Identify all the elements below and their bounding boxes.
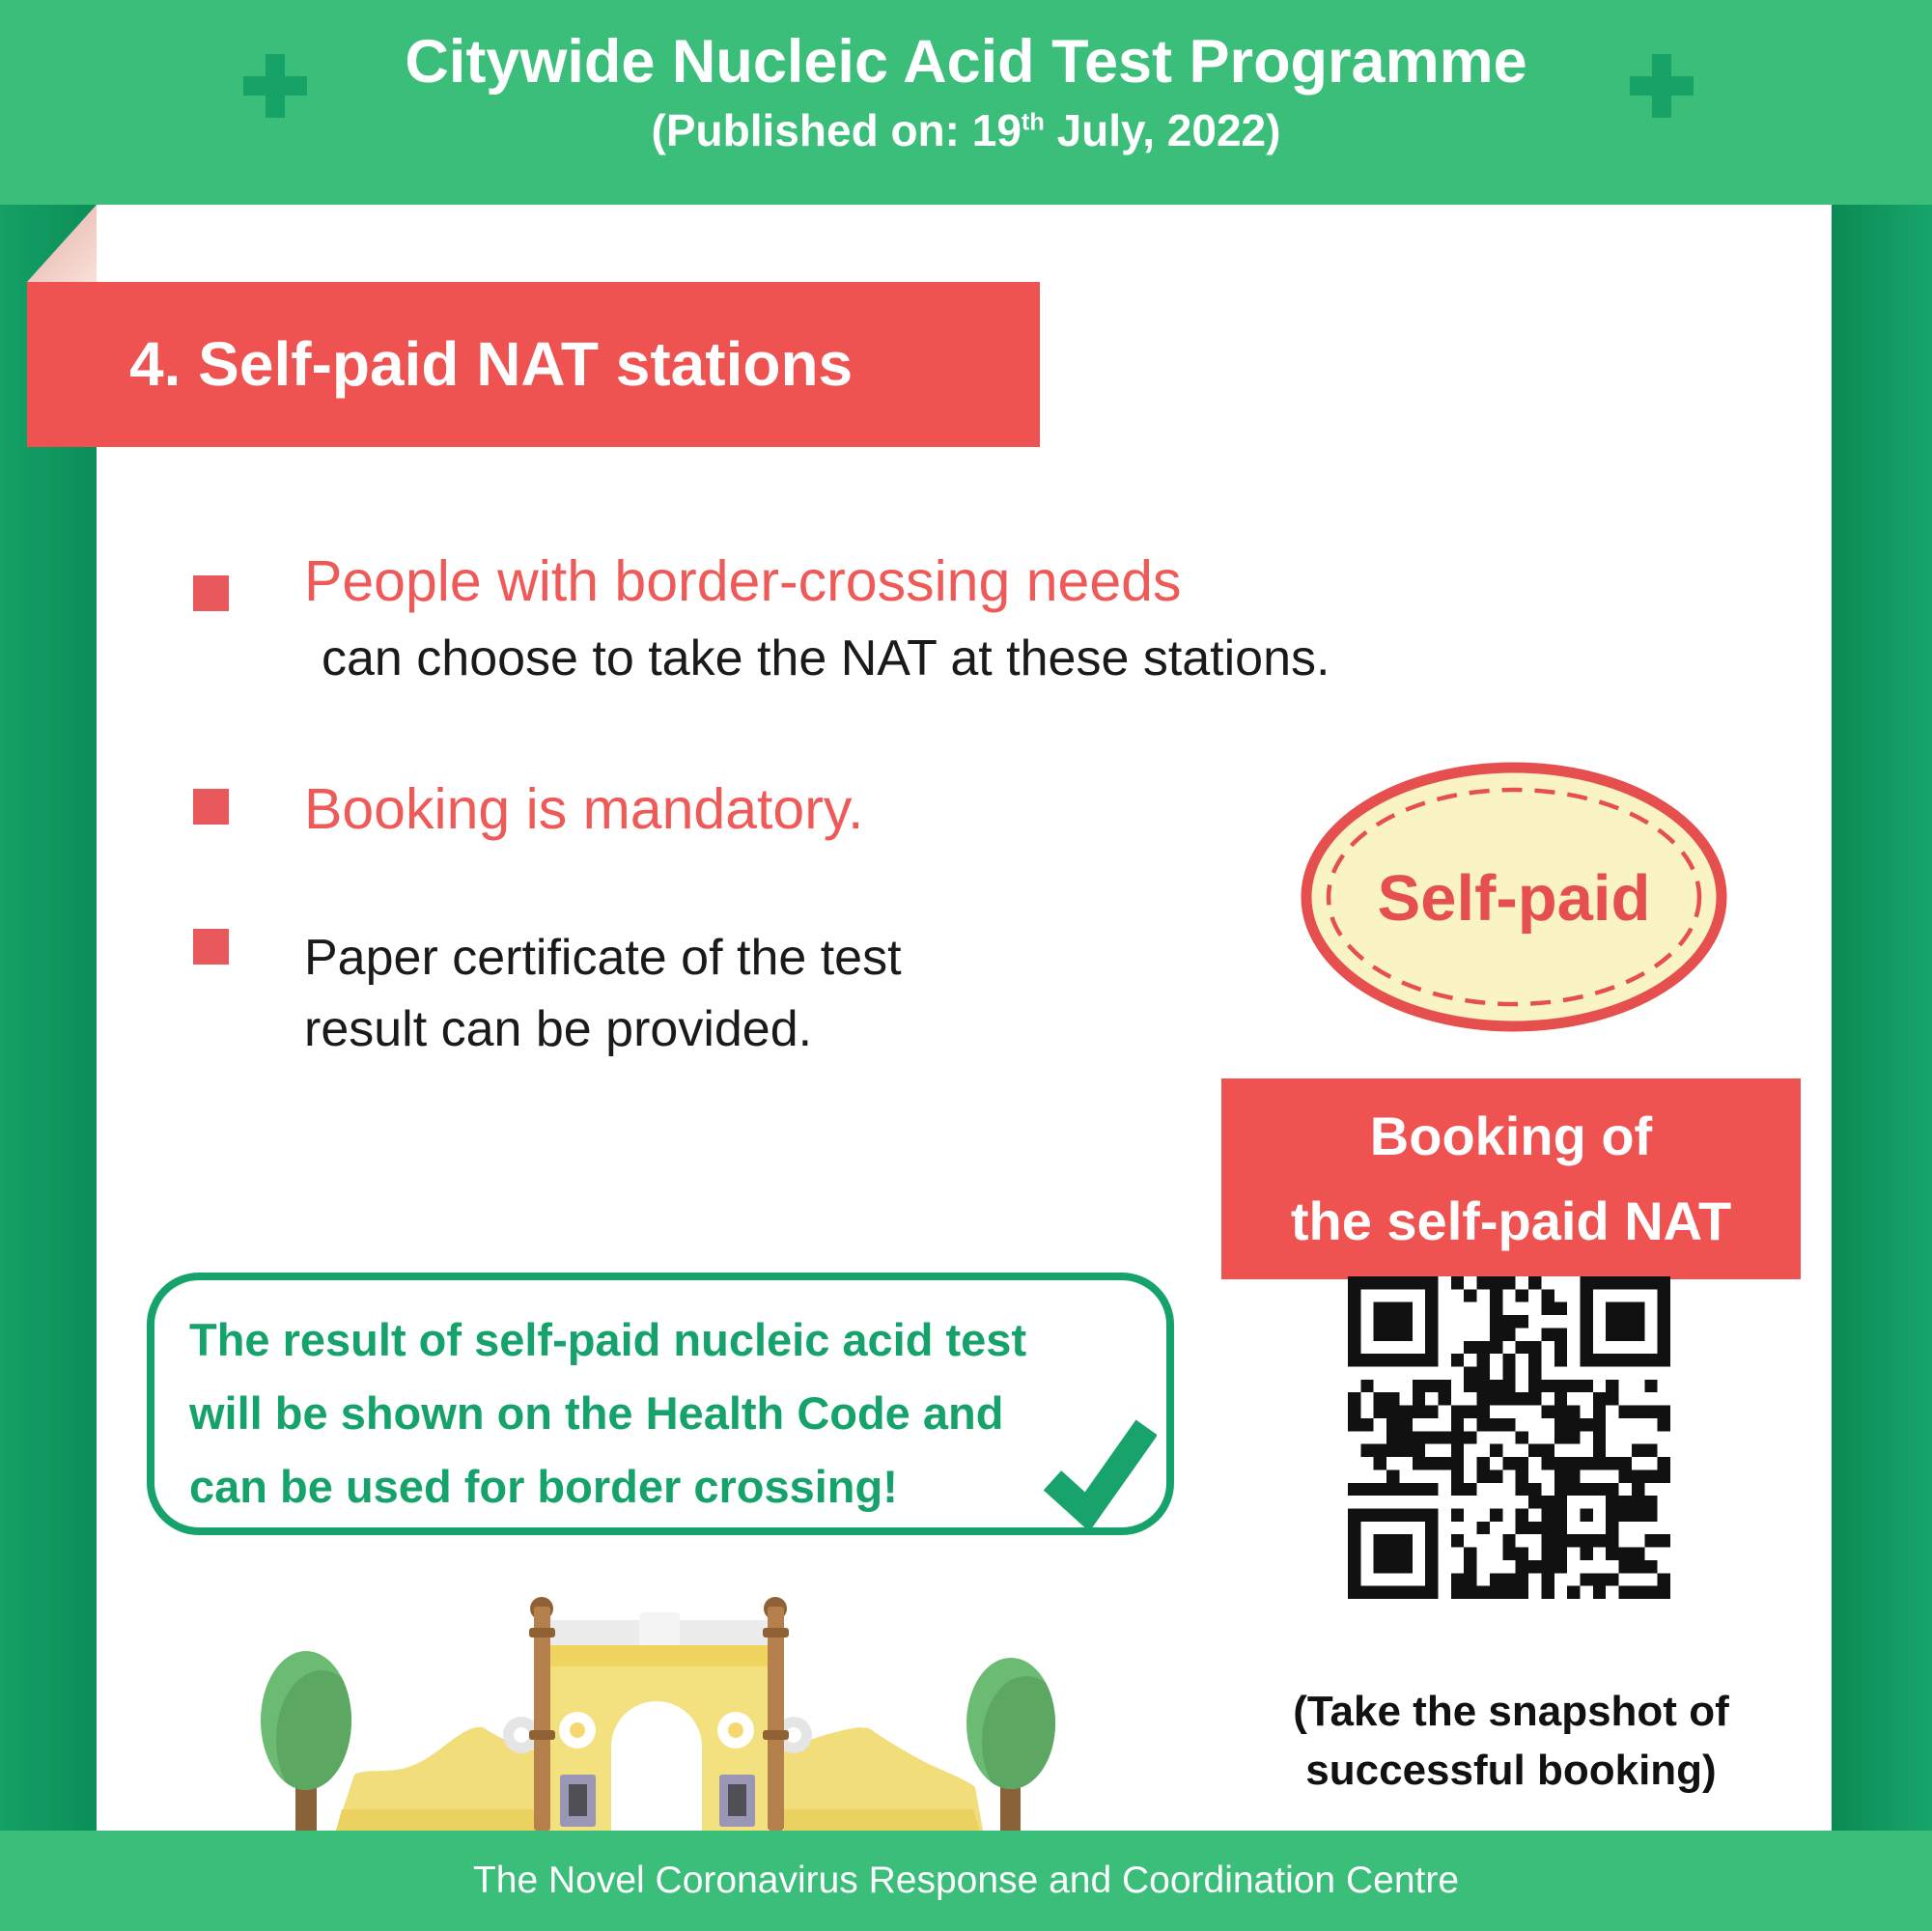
- border-gate-illustration: [249, 1595, 1103, 1836]
- qr-code: [1348, 1276, 1670, 1599]
- left-wall-shadow: [336, 1809, 550, 1831]
- result-note-box: [147, 1273, 1174, 1535]
- bullet-square-2: [193, 789, 229, 825]
- qr-caption-line1: (Take the snapshot of: [1293, 1688, 1729, 1735]
- bullet3-line1: Paper certificate of the test: [304, 930, 902, 986]
- bullet1-text: can choose to take the NAT at these stations.: [322, 630, 1330, 686]
- gate-circle-left: [559, 1712, 596, 1749]
- result-note-line1: The result of self-paid nucleic acid test: [189, 1314, 1027, 1365]
- result-note-line2: will be shown on the Health Code and: [189, 1387, 1004, 1439]
- self-paid-badge-shape: [1300, 761, 1728, 1034]
- booking-title-banner: [1221, 1078, 1801, 1279]
- bullet2-highlight: Booking is mandatory.: [304, 777, 864, 841]
- gate-door-right: [719, 1775, 755, 1827]
- section-title-banner: [27, 282, 1040, 447]
- left-edge-strip: [0, 205, 97, 1831]
- check-icon: [1041, 1412, 1157, 1529]
- published-suffix: July, 2022): [1044, 105, 1281, 155]
- gate-arch: [611, 1701, 702, 1831]
- right-edge-strip: [1832, 205, 1932, 1831]
- gate-circle-right: [717, 1712, 754, 1749]
- result-note-line3: can be used for border crossing!: [189, 1461, 898, 1512]
- qr-caption: [1220, 1682, 1802, 1800]
- footer-text: The Novel Coronavirus Response and Coordination Centre: [472, 1860, 1460, 1901]
- bullet3-line2: result can be provided.: [304, 1001, 813, 1057]
- section-title: 4. Self-paid NAT stations: [129, 329, 854, 399]
- result-note-text: [154, 1280, 1166, 1524]
- poster-title: Citywide Nucleic Acid Test Programme: [405, 28, 1527, 96]
- qr-code-pattern: [1348, 1276, 1670, 1599]
- gate-yellow-strip: [550, 1645, 768, 1666]
- booking-line2: the self-paid NAT: [1290, 1190, 1732, 1251]
- bullet-square-3: [193, 929, 229, 965]
- qr-caption-line2: successful booking): [1305, 1747, 1717, 1794]
- published-prefix: (Published on: 19: [651, 105, 1022, 155]
- gate-door-left: [560, 1775, 596, 1827]
- right-wall-shadow: [784, 1809, 980, 1831]
- badge-label: Self-paid: [1377, 862, 1651, 935]
- booking-line1: Booking of: [1369, 1105, 1653, 1166]
- right-tree: [966, 1658, 1071, 1831]
- self-paid-badge: [1300, 761, 1728, 1034]
- bullet-square-1: [193, 575, 229, 611]
- bullet1-highlight: People with border-crossing needs: [304, 549, 1182, 613]
- published-date: [0, 104, 1932, 156]
- header-banner: [0, 0, 1932, 205]
- published-superscript: th: [1021, 108, 1045, 136]
- footer-banner: [0, 1831, 1932, 1931]
